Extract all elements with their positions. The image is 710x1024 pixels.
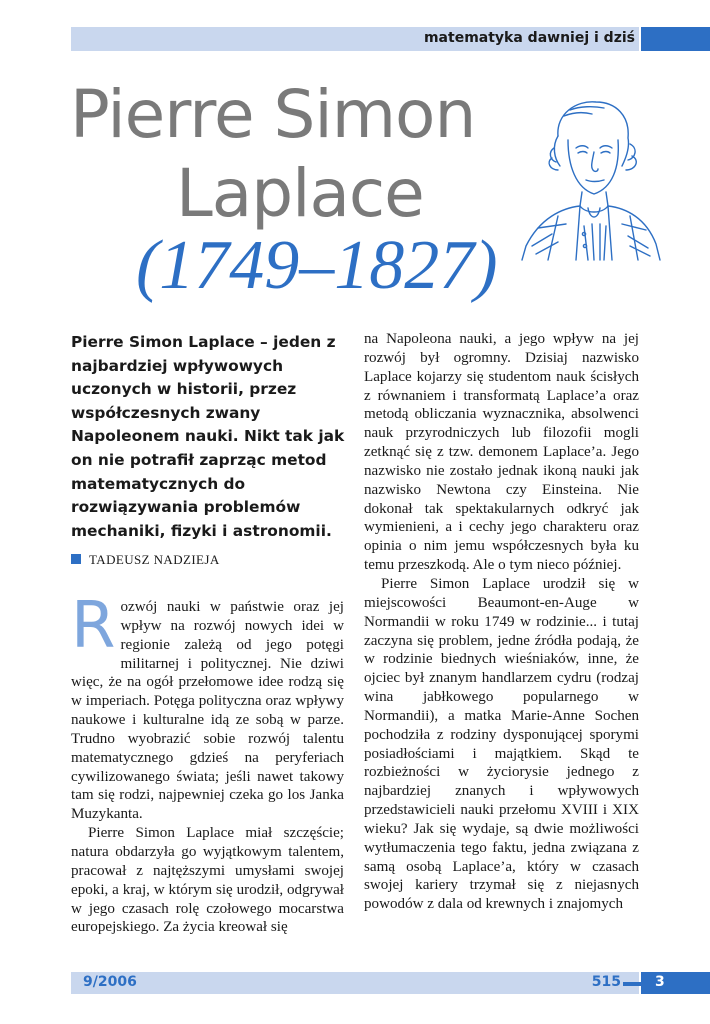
header-bar <box>71 27 639 51</box>
paragraph-4: Pierre Simon Laplace urodził się w miejscowości Beaumont-en-Auge w Normandii w roku 1749 w rodzinie... i tutaj zaczyna się problem, jedne źródła podają, że w rodzinie biednych wieśniaków, inne, że ojciec był znanym handlarzem cydru (rodzaj wina jabłkowego popularnego w Normandii), a matka Marie-Anne Sochen pochodziła z rodziny dysponującej sporymi posiadłościami i majątkiem. Skąd te rozbieżności w życiorysie jednego z najbardziej znanych i wpływowych przedstawicieli nauki przełomu XVIII i XIX wieku? Jak się wydaje, są dwie możliwości wytłumaczenia tego faktu, jedna związana z samą osobą Laplace’a, który w czasach swojej kariery trzymał się z niejasnych powodów z dala od krewnych i znajomych <box>364 575 639 913</box>
article-column-left <box>71 589 344 937</box>
total-page-number: 515 <box>591 974 621 990</box>
paragraph-1 <box>71 589 344 824</box>
drop-cap: R <box>71 589 116 663</box>
paragraph-1-text: ozwój nauki w państwie oraz jej wpływ na rozwój nowych idei w regionie zależą od jego potęgi militarnej i politycznej. Nie dziwi więc, że na ogół przełomowe idee rodzą się w imperiach. Potęga polityczna oraz wpływy naukowe i kulturalne idą ze sobą w parze. Trudno wyobrazić sobie rozwój talentu matematycznego gdzieś na peryferiach cywilizowanego świata; jeśli nawet takowy tam się rodzi, najpewniej czeka go los Janka Muzykanta. <box>71 599 344 823</box>
article-column-right <box>364 330 639 914</box>
paragraph-3: na Napoleona nauki, a jego wpływ na jej rozwój był ogromny. Dzisiaj nazwisko Laplace kojarzy się studentom nauk ścisłych z równaniem i transformatą Laplace’a oraz metodą obliczania wyznacznika, absolwenci nauk przyrodniczych lub filozofii mogli zetknąć się z tzw. demonem Laplace’a. Jego nazwisko nie zostało jednak ikoną nauki jak nazwisko Newtona czy Einsteina. Nie dokonał tak spektakularnych odkryć jak wymienieni, a i cechy jego charakteru oraz opinia o nim jemu współczesnych była ku temu przeszkodą. Ale o tym nieco później. <box>364 331 639 574</box>
portrait-engraving-icon <box>518 96 663 261</box>
header-accent <box>641 27 710 51</box>
byline-square-icon <box>71 554 81 564</box>
footer-bar <box>71 972 639 994</box>
issue-number: 9/2006 <box>83 974 137 990</box>
page-number-box <box>641 972 710 994</box>
title-line-1: Pierre Simon <box>70 76 476 153</box>
section-title: matematyka dawniej i dziś <box>423 30 635 46</box>
title-line-2: Laplace <box>176 155 424 232</box>
title-years: (1749–1827) <box>136 227 498 304</box>
page-number: 3 <box>655 974 665 990</box>
paragraph-2: Pierre Simon Laplace miał szczęście; natura obdarzyła go wyjątkowym talentem, pracował z najtęższymi umysłami swojej epoki, a kraj, w którym się urodził, odgrywał w jego czasach rolę czołowego mocarstwa europejskiego. Za życia kreował się <box>71 825 344 936</box>
lead-paragraph: Pierre Simon Laplace – jeden z najbardziej wpływowych uczonych w historii, przez współczesnych zwany Napoleonem nauki. Nikt tak jak on nie potrafił zaprząc metod matematycznych do rozwiązywania problemów mechaniki, fizyki i astronomii. <box>71 333 345 540</box>
author-byline <box>71 552 220 568</box>
author-name: TADEUSZ NADZIEJA <box>89 552 220 567</box>
